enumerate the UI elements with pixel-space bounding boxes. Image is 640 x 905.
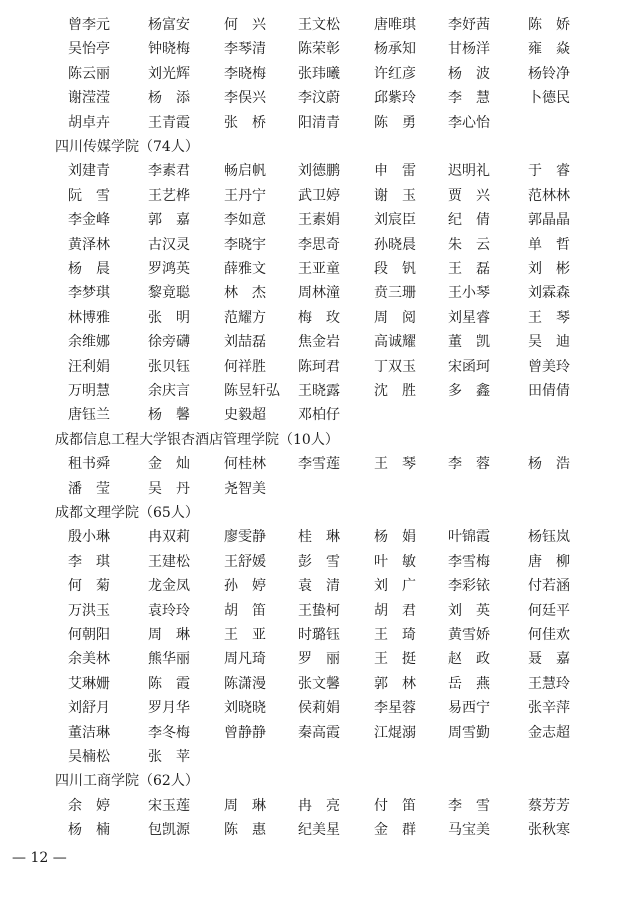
person-name: 胡卓卉 xyxy=(68,114,110,131)
person-name: 焦金岩 xyxy=(298,334,340,351)
person-name: 刘光辉 xyxy=(148,65,190,82)
person-name: 李如意 xyxy=(224,212,266,229)
person-name: 陈 娇 xyxy=(528,17,570,33)
person-name: 陈昱轩弘 xyxy=(224,383,280,399)
name-row xyxy=(0,696,640,720)
name-row xyxy=(0,623,640,647)
person-name: 桂 琳 xyxy=(298,529,340,546)
person-name: 周 琳 xyxy=(224,797,266,814)
person-name: 赵 政 xyxy=(448,651,490,668)
person-name: 钟晓梅 xyxy=(148,41,190,58)
person-name: 廖雯静 xyxy=(224,529,266,546)
name-row xyxy=(0,574,640,598)
person-name: 阮 雪 xyxy=(68,187,110,204)
person-name: 黄雪娇 xyxy=(448,627,490,643)
person-name: 杨 娟 xyxy=(374,529,416,546)
person-name: 郭 林 xyxy=(374,675,416,692)
name-row xyxy=(0,525,640,549)
person-name: 谢滢滢 xyxy=(68,90,110,107)
person-name: 沈 胜 xyxy=(374,383,416,399)
person-name: 贾 兴 xyxy=(448,187,490,204)
person-name: 武卫婷 xyxy=(298,187,340,204)
name-row xyxy=(0,306,640,330)
name-row xyxy=(0,379,640,403)
name-row xyxy=(0,794,640,818)
person-name: 王丹宁 xyxy=(224,187,266,204)
name-row xyxy=(0,233,640,257)
person-name: 何桂林 xyxy=(224,456,266,473)
person-name: 阳清青 xyxy=(298,114,340,131)
person-name: 龙金凤 xyxy=(148,578,190,595)
person-name: 李雪梅 xyxy=(448,553,490,570)
person-name: 袁玲玲 xyxy=(148,602,190,619)
name-row xyxy=(0,477,640,501)
person-name: 李金峰 xyxy=(68,212,110,229)
person-name: 陈潇漫 xyxy=(224,675,266,692)
person-name: 刘霖森 xyxy=(528,285,570,302)
person-name: 孙晓晨 xyxy=(374,236,416,253)
person-name: 王舒媛 xyxy=(224,553,266,570)
person-name: 纪美星 xyxy=(298,822,340,839)
person-name: 殷小琳 xyxy=(68,529,110,546)
name-row xyxy=(0,452,640,476)
person-name: 宋玉莲 xyxy=(148,797,190,814)
person-name: 余美林 xyxy=(68,651,110,668)
page-number: — 12 — xyxy=(12,850,67,866)
name-row xyxy=(0,37,640,61)
person-name: 史毅超 xyxy=(224,407,266,424)
person-name: 王文松 xyxy=(298,17,340,33)
person-name: 谢 玉 xyxy=(374,187,416,204)
person-name: 邱紫玲 xyxy=(374,90,416,107)
person-name: 徐旁礴 xyxy=(148,334,190,351)
person-name: 袁 清 xyxy=(298,578,340,595)
person-name: 刘建青 xyxy=(68,163,110,180)
person-name: 包凯源 xyxy=(148,822,190,839)
person-name: 张秋寒 xyxy=(528,822,570,839)
person-name: 王 琴 xyxy=(528,309,570,326)
person-name: 郭晶晶 xyxy=(528,212,570,229)
person-name: 唐唯琪 xyxy=(374,17,416,33)
person-name: 杨 晨 xyxy=(68,261,110,277)
person-name: 刘舒月 xyxy=(68,700,110,717)
person-name: 何佳欢 xyxy=(528,627,570,643)
person-name: 单 哲 xyxy=(528,236,570,253)
person-name: 冉 亮 xyxy=(298,797,340,814)
person-name: 蔡芳芳 xyxy=(528,797,570,814)
person-name: 陈 惠 xyxy=(224,822,266,839)
person-name: 李雪莲 xyxy=(298,456,340,473)
person-name: 黄泽林 xyxy=(68,236,110,253)
person-name: 李晓梅 xyxy=(224,65,266,82)
person-name: 刘 英 xyxy=(448,602,490,619)
person-name: 李 慧 xyxy=(448,90,490,107)
person-name: 马宝美 xyxy=(448,822,490,839)
person-name: 万洪玉 xyxy=(68,602,110,619)
person-name: 张 桥 xyxy=(224,114,266,131)
person-name: 李思奇 xyxy=(298,236,340,253)
person-name: 董 凯 xyxy=(448,334,490,351)
person-name: 尧智美 xyxy=(224,480,266,497)
name-row xyxy=(0,818,640,842)
person-name: 李 琪 xyxy=(68,553,110,570)
person-name: 张文馨 xyxy=(298,675,340,692)
person-name: 卜德民 xyxy=(528,90,570,107)
person-name: 刘 彬 xyxy=(528,261,570,277)
person-name: 李 蓉 xyxy=(448,456,490,473)
person-name: 郭 嘉 xyxy=(148,212,190,229)
name-row xyxy=(0,184,640,208)
person-name: 叶锦霞 xyxy=(448,529,490,546)
person-name: 曾静静 xyxy=(224,724,266,741)
person-name: 吴 迪 xyxy=(528,334,570,351)
name-row xyxy=(0,62,640,86)
person-name: 罗 丽 xyxy=(298,651,340,668)
person-name: 李素君 xyxy=(148,163,190,180)
person-name: 王 挺 xyxy=(374,651,416,668)
person-name: 田倩倩 xyxy=(528,383,570,399)
person-name: 王小琴 xyxy=(448,285,490,302)
section-heading: 四川工商学院（62人） xyxy=(55,773,199,790)
name-row xyxy=(0,159,640,183)
name-row xyxy=(0,355,640,379)
person-name: 时璐钰 xyxy=(298,627,340,643)
person-name: 纪 倩 xyxy=(448,212,490,229)
person-name: 王 琦 xyxy=(374,627,416,643)
person-name: 何朝阳 xyxy=(68,627,110,643)
person-name: 段 钒 xyxy=(374,261,416,277)
person-name: 罗鸿英 xyxy=(148,261,190,277)
name-row xyxy=(0,208,640,232)
person-name: 林 杰 xyxy=(224,285,266,302)
person-name: 陈荣彰 xyxy=(298,41,340,58)
person-name: 金志超 xyxy=(528,724,570,741)
person-name: 李星蓉 xyxy=(374,700,416,717)
person-name: 唐钰兰 xyxy=(68,407,110,424)
person-name: 雍 焱 xyxy=(528,41,570,58)
person-name: 张玮曦 xyxy=(298,65,340,82)
person-name: 多 鑫 xyxy=(448,383,490,399)
person-name: 薛雅文 xyxy=(224,261,266,277)
person-name: 何祥胜 xyxy=(224,358,266,375)
person-name: 付 笛 xyxy=(374,797,416,814)
name-row xyxy=(0,257,640,281)
person-name: 王蛰柯 xyxy=(298,602,340,619)
person-name: 王素娟 xyxy=(298,212,340,229)
person-name: 彭 雪 xyxy=(298,553,340,570)
person-name: 林博雅 xyxy=(68,309,110,326)
person-name: 朱 云 xyxy=(448,236,490,253)
person-name: 杨富安 xyxy=(148,17,190,33)
person-name: 岳 燕 xyxy=(448,675,490,692)
person-name: 古汉灵 xyxy=(148,236,190,253)
person-name: 杨 楠 xyxy=(68,822,110,839)
person-name: 刘宸臣 xyxy=(374,212,416,229)
person-name: 杨承知 xyxy=(374,41,416,58)
person-name: 陈 勇 xyxy=(374,114,416,131)
person-name: 梅 玫 xyxy=(298,309,340,326)
person-name: 张 苹 xyxy=(148,749,190,765)
name-row xyxy=(0,13,640,37)
name-row xyxy=(0,330,640,354)
person-name: 李汶蔚 xyxy=(298,90,340,107)
person-name: 吴楠松 xyxy=(68,749,110,765)
person-name: 王 亚 xyxy=(224,627,266,643)
name-row xyxy=(0,647,640,671)
person-name: 贲三珊 xyxy=(374,285,416,302)
person-name: 李妤茜 xyxy=(448,17,490,33)
name-row xyxy=(0,721,640,745)
person-name: 申 雷 xyxy=(374,163,416,180)
person-name: 吴怡亭 xyxy=(68,41,110,58)
person-name: 金 群 xyxy=(374,822,416,839)
person-name: 唐 柳 xyxy=(528,553,570,570)
person-name: 曾李元 xyxy=(68,17,110,33)
person-name: 刘 广 xyxy=(374,578,416,595)
person-name: 迟明礼 xyxy=(448,163,490,180)
person-name: 叶 敏 xyxy=(374,553,416,570)
person-name: 李彩铱 xyxy=(448,578,490,595)
person-name: 秦高霞 xyxy=(298,724,340,741)
name-row xyxy=(0,111,640,135)
person-name: 宋函珂 xyxy=(448,358,490,375)
person-name: 罗月华 xyxy=(148,700,190,717)
person-name: 陈珂君 xyxy=(298,358,340,375)
person-name: 冉双莉 xyxy=(148,529,190,546)
person-name: 刘星睿 xyxy=(448,309,490,326)
person-name: 丁双玉 xyxy=(374,358,416,375)
person-name: 周林潼 xyxy=(298,285,340,302)
person-name: 高诚耀 xyxy=(374,334,416,351)
person-name: 王慧玲 xyxy=(528,675,570,692)
person-name: 杨 馨 xyxy=(148,407,190,424)
name-row xyxy=(0,281,640,305)
person-name: 王艺桦 xyxy=(148,187,190,204)
person-name: 甘杨洋 xyxy=(448,41,490,58)
person-name: 租书舜 xyxy=(68,456,110,473)
person-name: 易西宁 xyxy=(448,700,490,717)
name-row xyxy=(0,599,640,623)
person-name: 侯莉娟 xyxy=(298,700,340,717)
person-name: 范耀方 xyxy=(224,309,266,326)
person-name: 李 雪 xyxy=(448,797,490,814)
person-name: 刘德鹏 xyxy=(298,163,340,180)
person-name: 汪利娟 xyxy=(68,358,110,375)
person-name: 杨铃净 xyxy=(528,65,570,82)
person-name: 胡 君 xyxy=(374,602,416,619)
name-row xyxy=(0,550,640,574)
person-name: 胡 笛 xyxy=(224,602,266,619)
section-heading: 成都文理学院（65人） xyxy=(55,505,199,521)
person-name: 刘晓晓 xyxy=(224,700,266,717)
section-heading: 四川传媒学院（74人） xyxy=(55,139,199,155)
person-name: 畅启帆 xyxy=(224,163,266,180)
person-name: 万明慧 xyxy=(68,383,110,399)
person-name: 何 兴 xyxy=(224,17,266,33)
person-name: 周 阅 xyxy=(374,309,416,326)
person-name: 张辛萍 xyxy=(528,700,570,717)
name-row xyxy=(0,672,640,696)
person-name: 杨钰岚 xyxy=(528,529,570,546)
person-name: 何 菊 xyxy=(68,578,110,595)
name-row xyxy=(0,403,640,427)
person-name: 余 婷 xyxy=(68,797,110,814)
person-name: 聂 嘉 xyxy=(528,651,570,668)
person-name: 杨 波 xyxy=(448,65,490,82)
person-name: 张贝钰 xyxy=(148,358,190,375)
person-name: 王建松 xyxy=(148,553,190,570)
person-name: 金 灿 xyxy=(148,456,190,473)
person-name: 王晓露 xyxy=(298,383,340,399)
person-name: 周凡琦 xyxy=(224,651,266,668)
name-row xyxy=(0,86,640,110)
person-name: 王亚童 xyxy=(298,261,340,277)
person-name: 周雪勤 xyxy=(448,724,490,741)
person-name: 吴 丹 xyxy=(148,480,190,497)
person-name: 范林林 xyxy=(528,187,570,204)
section-heading: 成都信息工程大学银杏酒店管理学院（10人） xyxy=(55,431,339,448)
person-name: 何廷平 xyxy=(528,602,570,619)
person-name: 李琴清 xyxy=(224,41,266,58)
person-name: 熊华丽 xyxy=(148,651,190,668)
person-name: 王 琴 xyxy=(374,456,416,473)
person-name: 陈云丽 xyxy=(68,65,110,82)
person-name: 黎竟聪 xyxy=(148,285,190,302)
person-name: 王青霞 xyxy=(148,114,190,131)
person-name: 余庆言 xyxy=(148,383,190,399)
person-name: 于 睿 xyxy=(528,163,570,180)
person-name: 刘喆磊 xyxy=(224,334,266,351)
person-name: 李晓宇 xyxy=(224,236,266,253)
person-name: 李梦琪 xyxy=(68,285,110,302)
person-name: 董洁琳 xyxy=(68,724,110,741)
person-name: 王 磊 xyxy=(448,261,490,277)
person-name: 张 明 xyxy=(148,309,190,326)
person-name: 潘 莹 xyxy=(68,480,110,497)
person-name: 付若涵 xyxy=(528,578,570,595)
person-name: 艾琳姗 xyxy=(68,675,110,692)
person-name: 杨 浩 xyxy=(528,456,570,473)
name-row xyxy=(0,745,640,769)
person-name: 余维娜 xyxy=(68,334,110,351)
person-name: 许红彦 xyxy=(374,65,416,82)
person-name: 曾美玲 xyxy=(528,358,570,375)
person-name: 杨 添 xyxy=(148,90,190,107)
person-name: 陈 霞 xyxy=(148,675,190,692)
person-name: 李俣兴 xyxy=(224,90,266,107)
person-name: 江焜溺 xyxy=(374,724,416,741)
person-name: 孙 婷 xyxy=(224,578,266,595)
person-name: 李心怡 xyxy=(448,114,490,131)
person-name: 邓柏仔 xyxy=(298,407,340,424)
person-name: 李冬梅 xyxy=(148,724,190,741)
person-name: 周 琳 xyxy=(148,627,190,643)
